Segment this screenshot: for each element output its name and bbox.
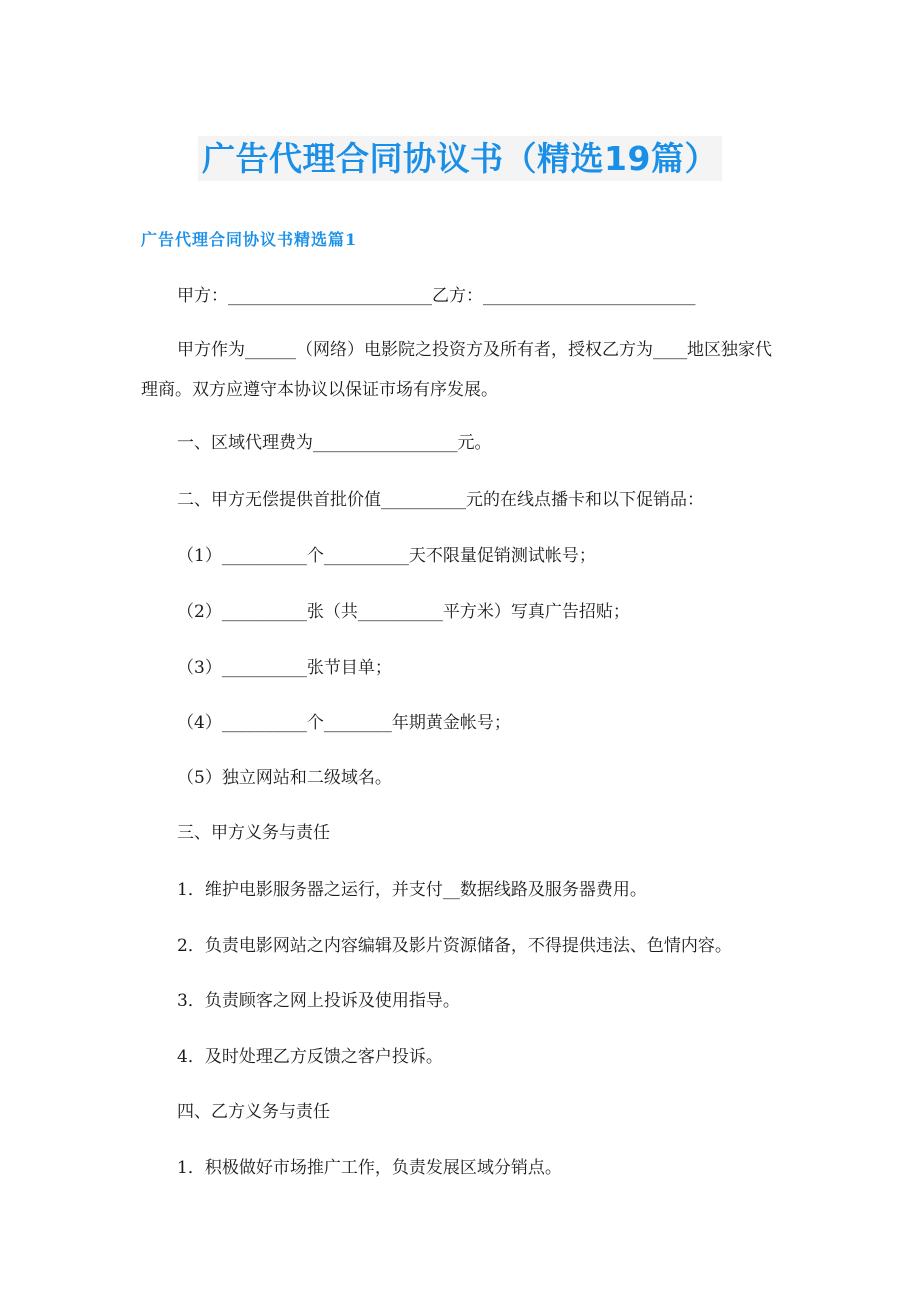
parties-line: 甲方：________________________乙方：_________________________ bbox=[177, 286, 696, 306]
item-2: （2）__________张（共__________平方米）写真广告招贴； bbox=[177, 602, 630, 622]
intro-paragraph: 甲方作为______（网络）电影院之投资方及所有者，授权乙方为____地区独家代理商。双方应遵守本协议以保证市场有序发展。 bbox=[141, 340, 772, 400]
item-5: （5）独立网站和二级域名。 bbox=[177, 768, 392, 788]
clause-free-cards: 二、甲方无偿提供首批价值__________元的在线点播卡和以下促销品： bbox=[177, 490, 704, 510]
item-4: （4）__________个________年期黄金帐号； bbox=[177, 713, 511, 733]
item-3: （3）__________张节目单； bbox=[177, 658, 392, 678]
party-a-duty-2: 2．负责电影网站之内容编辑及影片资源储备，不得提供违法、色情内容。 bbox=[177, 936, 732, 956]
heading-party-a-duties: 三、甲方义务与责任 bbox=[177, 823, 330, 843]
party-b-duty-1: 1．积极做好市场推广工作，负责发展区域分销点。 bbox=[177, 1158, 562, 1178]
document-title: 广告代理合同协议书（精选19篇） bbox=[198, 136, 722, 181]
party-a-duty-4: 4．及时处理乙方反馈之客户投诉。 bbox=[177, 1047, 443, 1067]
clause-region-fee: 一、区域代理费为_________________元。 bbox=[177, 433, 492, 453]
heading-party-b-duties: 四、乙方义务与责任 bbox=[177, 1102, 330, 1122]
section-heading: 广告代理合同协议书精选篇1 bbox=[141, 230, 358, 249]
party-a-duty-3: 3．负责顾客之网上投诉及使用指导。 bbox=[177, 991, 460, 1011]
title-wrapper bbox=[0, 136, 920, 181]
item-1: （1）__________个__________天不限量促销测试帐号； bbox=[177, 546, 596, 566]
party-a-duty-1: 1．维护电影服务器之运行，并支付__数据线路及服务器费用。 bbox=[177, 880, 647, 900]
